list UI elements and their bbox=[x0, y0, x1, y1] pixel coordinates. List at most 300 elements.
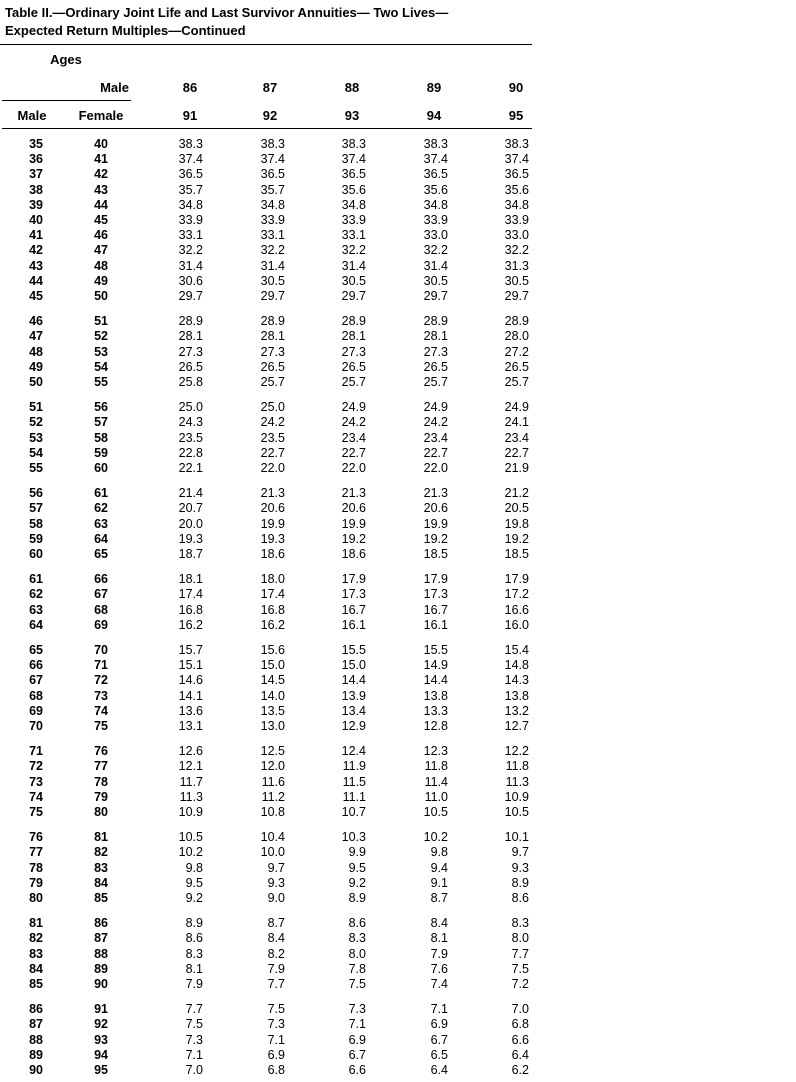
multiple-value-cell: 28.9 bbox=[423, 314, 448, 329]
female-age-cell: 80 bbox=[94, 805, 108, 819]
female-age-cell: 91 bbox=[94, 1002, 108, 1017]
multiple-value-cell: 8.4 bbox=[430, 916, 448, 931]
multiple-value-cell: 10.1 bbox=[504, 830, 529, 845]
male-age-cell: 73 bbox=[29, 774, 43, 789]
multiple-value-cell: 6.2 bbox=[511, 1063, 529, 1077]
multiple-value-cell: 30.6 bbox=[178, 273, 203, 288]
multiple-value-cell: 18.5 bbox=[504, 547, 529, 561]
male-age-cell: 85 bbox=[29, 977, 43, 991]
multiple-value-cell: 17.4 bbox=[178, 587, 203, 602]
male-age-cell: 36 bbox=[29, 152, 43, 167]
multiple-value-cell: 34.8 bbox=[341, 197, 366, 212]
multiple-value-cell: 21.2 bbox=[504, 486, 529, 501]
male-age-cell: 41 bbox=[29, 228, 43, 243]
multiple-value-cell: 34.8 bbox=[178, 197, 203, 212]
multiple-value-cell: 7.2 bbox=[511, 977, 529, 991]
multiple-value-cell: 28.9 bbox=[178, 314, 203, 329]
multiple-value-cell: 30.5 bbox=[260, 273, 285, 288]
multiple-value-cell: 10.7 bbox=[341, 805, 366, 819]
multiple-value-cell: 16.8 bbox=[260, 602, 285, 617]
multiple-value-cell: 32.2 bbox=[260, 243, 285, 258]
multiple-value-cell: 33.9 bbox=[504, 213, 529, 227]
male-age-cell: 39 bbox=[29, 197, 43, 212]
multiple-value-cell: 32.2 bbox=[341, 243, 366, 258]
multiple-value-cell: 9.8 bbox=[185, 860, 203, 875]
multiple-value-cell: 11.3 bbox=[505, 774, 529, 789]
multiple-value-cell: 22.0 bbox=[341, 461, 366, 475]
female-age-cell: 78 bbox=[94, 774, 108, 789]
table-row bbox=[0, 1033, 796, 1048]
female-age-cell: 86 bbox=[94, 916, 108, 931]
table-row bbox=[0, 977, 796, 992]
multiple-value-cell: 9.7 bbox=[511, 845, 529, 860]
male-age-cell: 63 bbox=[29, 602, 43, 617]
male-age-header: 89 bbox=[426, 80, 442, 95]
multiple-value-cell: 13.8 bbox=[423, 688, 448, 703]
multiple-value-cell: 11.1 bbox=[342, 789, 366, 804]
multiple-value-cell: 19.2 bbox=[504, 531, 529, 546]
female-age-cell: 53 bbox=[94, 344, 108, 359]
male-age-cell: 55 bbox=[29, 461, 43, 475]
multiple-value-cell: 10.5 bbox=[423, 805, 448, 819]
multiple-value-cell: 7.1 bbox=[430, 1002, 448, 1017]
female-age-cell: 77 bbox=[94, 759, 108, 774]
multiple-value-cell: 13.3 bbox=[423, 703, 448, 718]
multiple-value-cell: 7.9 bbox=[267, 961, 285, 976]
multiple-value-cell: 14.3 bbox=[504, 673, 529, 688]
table-row bbox=[0, 572, 796, 587]
female-age-cell: 59 bbox=[94, 445, 108, 460]
male-age-cell: 90 bbox=[29, 1063, 43, 1077]
female-age-cell: 95 bbox=[94, 1063, 108, 1077]
multiple-value-cell: 25.8 bbox=[178, 375, 203, 389]
table-row bbox=[0, 360, 796, 375]
multiple-value-cell: 7.0 bbox=[511, 1002, 529, 1017]
multiple-value-cell: 13.2 bbox=[504, 703, 529, 718]
female-age-cell: 90 bbox=[94, 977, 108, 991]
table-row bbox=[0, 1002, 796, 1017]
male-age-cell: 52 bbox=[29, 415, 43, 430]
multiple-value-cell: 7.8 bbox=[348, 961, 366, 976]
table-row bbox=[0, 486, 796, 501]
male-age-cell: 56 bbox=[29, 486, 43, 501]
female-age-cell: 43 bbox=[94, 182, 108, 197]
female-age-cell: 58 bbox=[94, 430, 108, 445]
female-age-cell: 42 bbox=[94, 167, 108, 182]
male-age-header: 88 bbox=[344, 80, 360, 95]
multiple-value-cell: 24.9 bbox=[341, 400, 366, 415]
multiple-value-cell: 19.2 bbox=[341, 531, 366, 546]
multiple-value-cell: 8.9 bbox=[511, 875, 529, 890]
female-age-header: 91 bbox=[182, 108, 198, 123]
multiple-value-cell: 8.3 bbox=[348, 931, 366, 946]
multiple-value-cell: 36.5 bbox=[504, 167, 529, 182]
table-row bbox=[0, 947, 796, 962]
male-age-cell: 54 bbox=[29, 445, 43, 460]
multiple-value-cell: 23.5 bbox=[260, 430, 285, 445]
table-row bbox=[0, 243, 796, 258]
multiple-value-cell: 15.6 bbox=[260, 643, 285, 657]
multiple-value-cell: 12.9 bbox=[341, 719, 366, 733]
table-row bbox=[0, 845, 796, 860]
table-row bbox=[0, 329, 796, 344]
table-row bbox=[0, 400, 796, 415]
multiple-value-cell: 13.5 bbox=[260, 703, 285, 718]
multiple-value-cell: 13.8 bbox=[504, 688, 529, 703]
table-row bbox=[0, 517, 796, 532]
table-row bbox=[0, 962, 796, 977]
table-row bbox=[0, 137, 796, 152]
table-row bbox=[0, 587, 796, 602]
multiple-value-cell: 13.4 bbox=[341, 703, 366, 718]
multiple-value-cell: 23.4 bbox=[423, 430, 448, 445]
multiple-value-cell: 11.3 bbox=[179, 789, 203, 804]
multiple-value-cell: 28.9 bbox=[504, 314, 529, 329]
table-row bbox=[0, 274, 796, 289]
multiple-value-cell: 22.7 bbox=[341, 445, 366, 460]
table-row bbox=[0, 658, 796, 673]
female-age-cell: 92 bbox=[94, 1017, 108, 1032]
female-age-cell: 81 bbox=[94, 830, 108, 845]
multiple-value-cell: 9.5 bbox=[185, 875, 203, 890]
male-age-cell: 51 bbox=[29, 400, 43, 415]
table-row bbox=[0, 861, 796, 876]
multiple-value-cell: 33.9 bbox=[341, 213, 366, 227]
male-age-cell: 46 bbox=[29, 314, 43, 329]
multiple-value-cell: 22.7 bbox=[423, 445, 448, 460]
table-row bbox=[0, 1017, 796, 1032]
multiple-value-cell: 15.5 bbox=[423, 643, 448, 657]
male-age-cell: 84 bbox=[29, 961, 43, 976]
multiple-value-cell: 15.1 bbox=[178, 658, 203, 673]
multiple-value-cell: 15.0 bbox=[260, 658, 285, 673]
multiple-value-cell: 35.7 bbox=[178, 182, 203, 197]
multiple-value-cell: 21.9 bbox=[504, 461, 529, 475]
multiple-value-cell: 25.0 bbox=[178, 400, 203, 415]
table-row bbox=[0, 673, 796, 688]
multiple-value-cell: 24.1 bbox=[504, 415, 529, 430]
multiple-value-cell: 11.5 bbox=[342, 774, 366, 789]
multiple-value-cell: 10.3 bbox=[341, 830, 366, 845]
multiple-value-cell: 16.7 bbox=[341, 602, 366, 617]
multiple-value-cell: 26.5 bbox=[260, 359, 285, 374]
multiple-value-cell: 9.8 bbox=[430, 845, 448, 860]
table-row bbox=[0, 643, 796, 658]
female-age-cell: 46 bbox=[94, 228, 108, 243]
male-age-cell: 80 bbox=[29, 891, 43, 905]
multiple-value-cell: 20.6 bbox=[260, 501, 285, 516]
multiple-value-cell: 11.6 bbox=[261, 774, 285, 789]
multiple-value-cell: 14.4 bbox=[341, 673, 366, 688]
multiple-value-cell: 11.0 bbox=[424, 789, 448, 804]
multiple-value-cell: 27.3 bbox=[341, 344, 366, 359]
multiple-value-cell: 27.2 bbox=[504, 344, 529, 359]
table-row bbox=[0, 916, 796, 931]
multiple-value-cell: 7.5 bbox=[511, 961, 529, 976]
multiple-value-cell: 22.8 bbox=[178, 445, 203, 460]
multiple-value-cell: 9.4 bbox=[430, 860, 448, 875]
multiple-value-cell: 28.1 bbox=[260, 329, 285, 344]
multiple-value-cell: 31.4 bbox=[341, 258, 366, 273]
female-age-cell: 57 bbox=[94, 415, 108, 430]
multiple-value-cell: 6.9 bbox=[267, 1047, 285, 1062]
multiple-value-cell: 27.3 bbox=[423, 344, 448, 359]
multiple-value-cell: 20.0 bbox=[178, 516, 203, 531]
male-age-cell: 57 bbox=[29, 501, 43, 516]
female-age-cell: 65 bbox=[94, 547, 108, 561]
multiple-value-cell: 25.0 bbox=[260, 400, 285, 415]
multiple-value-cell: 20.6 bbox=[423, 501, 448, 516]
multiple-value-cell: 8.0 bbox=[348, 946, 366, 961]
multiple-value-cell: 24.9 bbox=[423, 400, 448, 415]
female-age-cell: 68 bbox=[94, 602, 108, 617]
multiple-value-cell: 8.4 bbox=[267, 931, 285, 946]
female-age-cell: 66 bbox=[94, 572, 108, 587]
multiple-value-cell: 34.8 bbox=[260, 197, 285, 212]
multiple-value-cell: 18.7 bbox=[178, 547, 203, 561]
table-row bbox=[0, 183, 796, 198]
female-age-cell: 82 bbox=[94, 845, 108, 860]
table-row bbox=[0, 345, 796, 360]
multiple-value-cell: 10.4 bbox=[260, 830, 285, 845]
multiple-value-cell: 29.7 bbox=[341, 289, 366, 303]
table-row bbox=[0, 446, 796, 461]
male-age-cell: 49 bbox=[29, 359, 43, 374]
multiple-value-cell: 32.2 bbox=[178, 243, 203, 258]
multiple-value-cell: 7.3 bbox=[267, 1017, 285, 1032]
multiple-value-cell: 25.7 bbox=[260, 375, 285, 389]
multiple-value-cell: 12.3 bbox=[423, 744, 448, 759]
multiple-value-cell: 8.7 bbox=[267, 916, 285, 931]
multiple-value-cell: 35.6 bbox=[341, 182, 366, 197]
multiple-value-cell: 31.4 bbox=[423, 258, 448, 273]
multiple-value-cell: 24.2 bbox=[260, 415, 285, 430]
multiple-value-cell: 15.5 bbox=[341, 643, 366, 657]
female-age-cell: 88 bbox=[94, 946, 108, 961]
male-age-cell: 59 bbox=[29, 531, 43, 546]
male-age-cell: 35 bbox=[29, 137, 43, 151]
multiple-value-cell: 16.2 bbox=[178, 617, 203, 632]
multiple-value-cell: 7.9 bbox=[430, 946, 448, 961]
multiple-value-cell: 33.1 bbox=[260, 228, 285, 243]
multiple-value-cell: 14.1 bbox=[178, 688, 203, 703]
multiple-value-cell: 22.7 bbox=[504, 445, 529, 460]
multiple-value-cell: 9.0 bbox=[267, 891, 285, 905]
multiple-value-cell: 9.2 bbox=[348, 875, 366, 890]
male-age-cell: 72 bbox=[29, 759, 43, 774]
multiple-value-cell: 33.9 bbox=[423, 213, 448, 227]
female-age-cell: 67 bbox=[94, 587, 108, 602]
multiple-value-cell: 14.9 bbox=[423, 658, 448, 673]
female-age-cell: 85 bbox=[94, 891, 108, 905]
multiple-value-cell: 17.9 bbox=[504, 572, 529, 587]
male-age-cell: 71 bbox=[29, 744, 43, 759]
multiple-value-cell: 28.9 bbox=[341, 314, 366, 329]
multiple-value-cell: 15.4 bbox=[504, 643, 529, 657]
multiple-value-cell: 14.6 bbox=[178, 673, 203, 688]
multiple-value-cell: 16.0 bbox=[504, 617, 529, 632]
male-column-header: Male bbox=[17, 108, 47, 123]
female-age-cell: 70 bbox=[94, 643, 108, 657]
female-age-cell: 55 bbox=[94, 375, 108, 389]
female-age-cell: 44 bbox=[94, 197, 108, 212]
multiple-value-cell: 18.1 bbox=[178, 572, 203, 587]
table-row bbox=[0, 314, 796, 329]
male-age-cell: 87 bbox=[29, 1017, 43, 1032]
female-age-header: 95 bbox=[508, 108, 524, 123]
multiple-value-cell: 15.7 bbox=[178, 643, 203, 657]
male-age-cell: 62 bbox=[29, 587, 43, 602]
female-age-cell: 45 bbox=[94, 213, 108, 227]
multiple-value-cell: 26.5 bbox=[423, 359, 448, 374]
multiple-value-cell: 11.9 bbox=[342, 759, 366, 774]
multiple-value-cell: 17.2 bbox=[504, 587, 529, 602]
multiple-value-cell: 9.9 bbox=[348, 845, 366, 860]
multiple-value-cell: 10.9 bbox=[504, 789, 529, 804]
multiple-value-cell: 35.6 bbox=[504, 182, 529, 197]
table-row bbox=[0, 152, 796, 167]
multiple-value-cell: 7.1 bbox=[267, 1032, 285, 1047]
table-row bbox=[0, 805, 796, 820]
table-row bbox=[0, 415, 796, 430]
multiple-value-cell: 7.5 bbox=[267, 1002, 285, 1017]
multiple-value-cell: 13.9 bbox=[341, 688, 366, 703]
multiple-value-cell: 22.0 bbox=[260, 461, 285, 475]
multiple-value-cell: 20.6 bbox=[341, 501, 366, 516]
multiple-value-cell: 29.7 bbox=[178, 289, 203, 303]
multiple-value-cell: 24.9 bbox=[504, 400, 529, 415]
multiple-value-cell: 13.1 bbox=[178, 719, 203, 733]
multiple-value-cell: 29.7 bbox=[504, 289, 529, 303]
table-row bbox=[0, 213, 796, 228]
multiple-value-cell: 7.7 bbox=[185, 1002, 203, 1017]
multiple-value-cell: 9.3 bbox=[511, 860, 529, 875]
multiple-value-cell: 16.7 bbox=[423, 602, 448, 617]
multiple-value-cell: 28.9 bbox=[260, 314, 285, 329]
multiple-value-cell: 13.0 bbox=[260, 719, 285, 733]
table-row bbox=[0, 618, 796, 633]
female-age-cell: 84 bbox=[94, 875, 108, 890]
multiple-value-cell: 12.0 bbox=[260, 759, 285, 774]
multiple-value-cell: 22.1 bbox=[178, 461, 203, 475]
multiple-value-cell: 16.8 bbox=[178, 602, 203, 617]
multiple-value-cell: 9.7 bbox=[267, 860, 285, 875]
table-row bbox=[0, 790, 796, 805]
female-age-cell: 87 bbox=[94, 931, 108, 946]
multiple-value-cell: 14.0 bbox=[260, 688, 285, 703]
multiple-value-cell: 35.6 bbox=[423, 182, 448, 197]
multiple-value-cell: 25.7 bbox=[504, 375, 529, 389]
multiple-value-cell: 17.4 bbox=[260, 587, 285, 602]
table-row bbox=[0, 759, 796, 774]
female-age-cell: 40 bbox=[94, 137, 108, 151]
male-age-cell: 76 bbox=[29, 830, 43, 845]
table-row bbox=[0, 689, 796, 704]
multiple-value-cell: 8.9 bbox=[348, 891, 366, 905]
multiple-value-cell: 6.7 bbox=[430, 1032, 448, 1047]
male-age-cell: 78 bbox=[29, 860, 43, 875]
table-title-line-1: Table II.—Ordinary Joint Life and Last Survivor Annuities— Two Lives— bbox=[5, 5, 449, 20]
multiple-value-cell: 32.2 bbox=[504, 243, 529, 258]
multiple-value-cell: 25.7 bbox=[341, 375, 366, 389]
multiple-value-cell: 37.4 bbox=[260, 152, 285, 167]
female-age-header: 93 bbox=[344, 108, 360, 123]
multiple-value-cell: 26.5 bbox=[504, 359, 529, 374]
female-age-header: 94 bbox=[426, 108, 442, 123]
male-age-cell: 69 bbox=[29, 703, 43, 718]
male-age-cell: 67 bbox=[29, 673, 43, 688]
female-age-cell: 48 bbox=[94, 258, 108, 273]
multiple-value-cell: 30.5 bbox=[341, 273, 366, 288]
multiple-value-cell: 6.8 bbox=[267, 1063, 285, 1077]
multiple-value-cell: 14.8 bbox=[504, 658, 529, 673]
multiple-value-cell: 27.3 bbox=[178, 344, 203, 359]
multiple-value-cell: 24.2 bbox=[341, 415, 366, 430]
multiple-value-cell: 36.5 bbox=[178, 167, 203, 182]
multiple-value-cell: 21.3 bbox=[341, 486, 366, 501]
multiple-value-cell: 8.3 bbox=[185, 946, 203, 961]
multiple-value-cell: 19.8 bbox=[504, 516, 529, 531]
multiple-value-cell: 32.2 bbox=[423, 243, 448, 258]
multiple-value-cell: 29.7 bbox=[260, 289, 285, 303]
multiple-value-cell: 16.6 bbox=[504, 602, 529, 617]
multiple-value-cell: 28.0 bbox=[504, 329, 529, 344]
multiple-value-cell: 10.5 bbox=[178, 830, 203, 845]
female-age-cell: 51 bbox=[94, 314, 108, 329]
female-age-cell: 89 bbox=[94, 961, 108, 976]
table-row bbox=[0, 167, 796, 182]
multiple-value-cell: 38.3 bbox=[341, 137, 366, 151]
table-title-line-2: Expected Return Multiples—Continued bbox=[5, 23, 246, 38]
female-age-cell: 56 bbox=[94, 400, 108, 415]
multiple-value-cell: 19.9 bbox=[341, 516, 366, 531]
multiple-value-cell: 17.9 bbox=[423, 572, 448, 587]
multiple-value-cell: 6.4 bbox=[430, 1063, 448, 1077]
male-age-cell: 75 bbox=[29, 805, 43, 819]
female-age-header: 92 bbox=[262, 108, 278, 123]
table-row bbox=[0, 876, 796, 891]
multiple-value-cell: 21.3 bbox=[260, 486, 285, 501]
female-age-cell: 50 bbox=[94, 289, 108, 303]
multiple-value-cell: 16.1 bbox=[423, 617, 448, 632]
multiple-value-cell: 6.9 bbox=[348, 1032, 366, 1047]
male-age-header: 87 bbox=[262, 80, 278, 95]
multiple-value-cell: 28.1 bbox=[423, 329, 448, 344]
multiple-value-cell: 9.1 bbox=[430, 875, 448, 890]
multiple-value-cell: 33.1 bbox=[178, 228, 203, 243]
table-row bbox=[0, 547, 796, 562]
male-age-cell: 88 bbox=[29, 1032, 43, 1047]
male-age-cell: 83 bbox=[29, 946, 43, 961]
multiple-value-cell: 11.2 bbox=[261, 789, 285, 804]
multiple-value-cell: 8.0 bbox=[511, 931, 529, 946]
multiple-value-cell: 10.5 bbox=[504, 805, 529, 819]
multiple-value-cell: 13.6 bbox=[178, 703, 203, 718]
female-age-cell: 62 bbox=[94, 501, 108, 516]
male-age-cell: 48 bbox=[29, 344, 43, 359]
table-row bbox=[0, 704, 796, 719]
multiple-value-cell: 8.6 bbox=[348, 916, 366, 931]
multiple-value-cell: 23.4 bbox=[504, 430, 529, 445]
multiple-value-cell: 12.8 bbox=[423, 719, 448, 733]
multiple-value-cell: 6.6 bbox=[348, 1063, 366, 1077]
female-age-cell: 69 bbox=[94, 617, 108, 632]
multiple-value-cell: 31.3 bbox=[504, 258, 529, 273]
multiple-value-cell: 20.5 bbox=[504, 501, 529, 516]
multiple-value-cell: 38.3 bbox=[260, 137, 285, 151]
female-age-cell: 72 bbox=[94, 673, 108, 688]
multiple-value-cell: 18.0 bbox=[260, 572, 285, 587]
